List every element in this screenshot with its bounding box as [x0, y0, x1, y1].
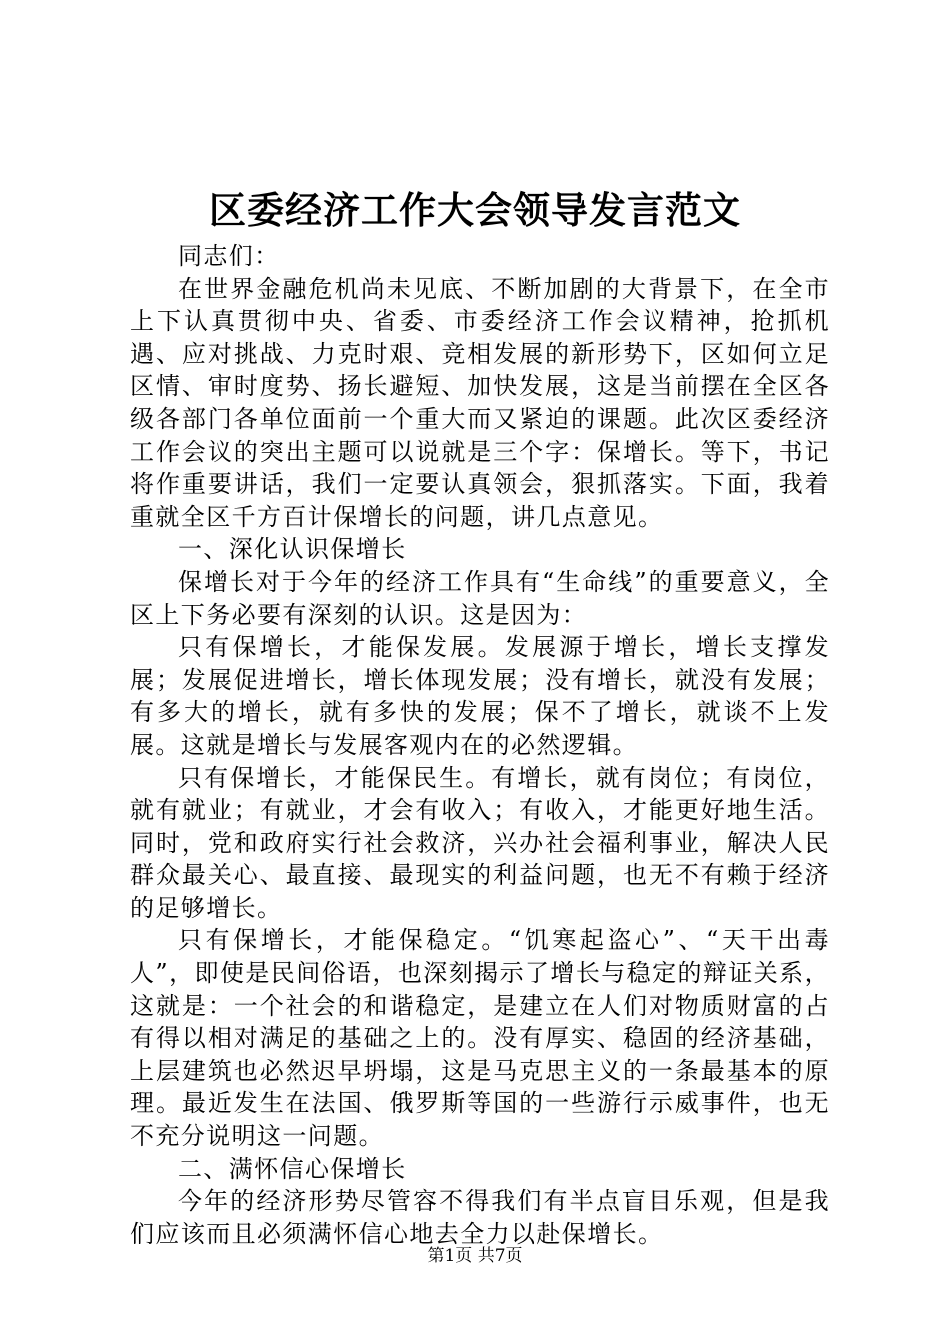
body-paragraph: 只有保增长，才能保发展。发展源于增长，增长支撑发展；发展促进增长，增长体现发展；没有增长，就没有发展；有多大的增长，就有多快的发展；保不了增长，就谈不上发展。这就是增长与发展客观内在的必然逻辑。 [130, 633, 830, 759]
page-indicator: 第1页 共7页 [427, 1246, 523, 1266]
document-body [130, 240, 830, 1250]
salutation-paragraph: 同志们： [178, 242, 280, 270]
body-paragraph: 今年的经济形势尽管容不得我们有半点盲目乐观，但是我们应该而且必须满怀信心地去全力以赴保增长。 [130, 1187, 830, 1248]
body-paragraph: 保增长对于今年的经济工作具有“生命线”的重要意义，全区上下务必要有深刻的认识。这是因为： [130, 567, 830, 629]
document-title: 区委经济工作大会领导发言范文 [209, 188, 741, 232]
intro-paragraph: 在世界金融危机尚未见底、不断加剧的大背景下，在全市上下认真贯彻中央、省委、市委经济工作会议精神，抢抓机遇、应对挑战、力克时艰、竞相发展的新形势下，区如何立足区情、审时度势、扬长避短、加快发展，这是当前摆在全区各级各部门各单位面前一个重大而又紧迫的课题。此次区委经济工作会议的突出主题可以说就是三个字：保增长。等下，书记将作重要讲话，我们一定要认真领会，狠抓落实。下面，我着重就全区千方百计保增长的问题，讲几点意见。 [130, 274, 830, 531]
body-paragraph: 只有保增长，才能保民生。有增长，就有岗位；有岗位，就有就业；有就业，才会有收入；有收入，才能更好地生活。同时，党和政府实行社会救济，兴办社会福利事业，解决人民群众最关心、最直接、最现实的利益问题，也无不有赖于经济的足够增长。 [130, 763, 830, 922]
body-paragraph: 只有保增长，才能保稳定。“饥寒起盗心”、“天干出毒人”，即使是民间俗语，也深刻揭示了增长与稳定的辩证关系，这就是：一个社会的和谐稳定，是建立在人们对物质财富的占有得以相对满足的基础之上的。没有厚实、稳固的经济基础，上层建筑也必然迟早坍塌，这是马克思主义的一条最基本的原理。最近发生在法国、俄罗斯等国的一些游行示威事件，也无不充分说明这一问题。 [130, 926, 830, 1151]
section-heading-2: 二、满怀信心保增长 [178, 1154, 407, 1183]
section-heading-1: 一、深化认识保增长 [178, 535, 407, 564]
page-footer [0, 1244, 950, 1268]
